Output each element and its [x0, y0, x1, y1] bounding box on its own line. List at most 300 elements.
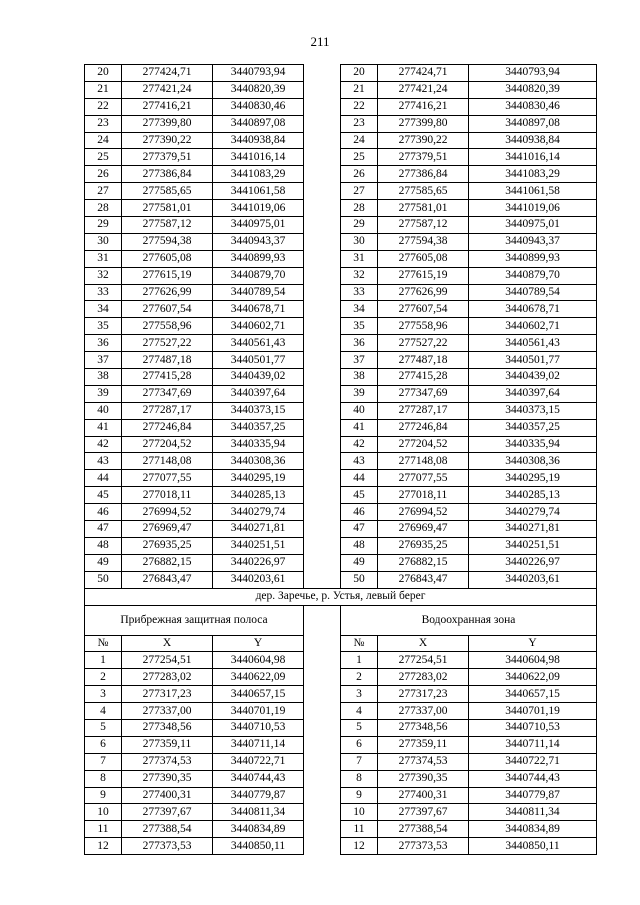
x-value-right: 276843,47	[378, 571, 469, 588]
table-gap	[304, 200, 341, 217]
y-value-left: 3440975,01	[213, 217, 304, 234]
y-value-right: 3440295,19	[469, 470, 597, 487]
y-value-right: 3440203,61	[469, 571, 597, 588]
y-value-left: 3440820,39	[213, 81, 304, 98]
table-gap	[304, 301, 341, 318]
y-value-left: 3440335,94	[213, 436, 304, 453]
y-value-right: 3440744,43	[469, 770, 597, 787]
x-value-left: 277373,53	[122, 838, 213, 855]
table-row	[85, 301, 597, 318]
y-value-right: 3440975,01	[469, 217, 597, 234]
table-row	[85, 183, 597, 200]
table-gap	[304, 521, 341, 538]
x-value-right: 277605,08	[378, 250, 469, 267]
point-number-left: 42	[85, 436, 122, 453]
x-value-right: 277390,35	[378, 770, 469, 787]
x-value-right: 277558,96	[378, 318, 469, 335]
table-gap	[304, 419, 341, 436]
y-value-right: 3440793,94	[469, 65, 597, 82]
y-value-left: 3440203,61	[213, 571, 304, 588]
x-value-left: 277317,23	[122, 686, 213, 703]
y-value-right: 3440251,51	[469, 537, 597, 554]
table-gap	[304, 719, 341, 736]
point-number-left: 43	[85, 453, 122, 470]
x-value-left: 277246,84	[122, 419, 213, 436]
column-header-row	[85, 635, 597, 652]
table-gap	[304, 335, 341, 352]
table-gap	[304, 183, 341, 200]
x-value-right: 277581,01	[378, 200, 469, 217]
y-value-right: 3441061,58	[469, 183, 597, 200]
table-gap	[304, 753, 341, 770]
y-value-right: 3440279,74	[469, 504, 597, 521]
right-zone-title: Водоохранная зона	[341, 605, 597, 635]
point-number-left: 4	[85, 703, 122, 720]
x-value-left: 276994,52	[122, 504, 213, 521]
x-value-left: 277386,84	[122, 166, 213, 183]
point-number-left: 5	[85, 719, 122, 736]
table-gap	[304, 686, 341, 703]
x-value-left: 276882,15	[122, 554, 213, 571]
x-value-right: 277607,54	[378, 301, 469, 318]
y-value-right: 3440501,77	[469, 352, 597, 369]
table-gap	[304, 504, 341, 521]
y-value-left: 3440710,53	[213, 719, 304, 736]
x-value-left: 277487,18	[122, 352, 213, 369]
point-number-right: 35	[341, 318, 378, 335]
x-value-right: 277287,17	[378, 402, 469, 419]
header-y-left: Y	[213, 635, 304, 652]
table-gap	[304, 284, 341, 301]
header-x-right: X	[378, 635, 469, 652]
y-value-right: 3440271,81	[469, 521, 597, 538]
y-value-right: 3440811,34	[469, 804, 597, 821]
y-value-right: 3440397,64	[469, 385, 597, 402]
y-value-left: 3440897,08	[213, 115, 304, 132]
x-value-left: 277587,12	[122, 217, 213, 234]
y-value-right: 3440850,11	[469, 838, 597, 855]
y-value-left: 3440744,43	[213, 770, 304, 787]
x-value-right: 277148,08	[378, 453, 469, 470]
table-gap	[304, 132, 341, 149]
table-gap	[304, 233, 341, 250]
table-row	[85, 804, 597, 821]
header-number-left: №	[85, 635, 122, 652]
table-row	[85, 504, 597, 521]
table-gap	[304, 115, 341, 132]
y-value-right: 3440622,09	[469, 669, 597, 686]
point-number-left: 41	[85, 419, 122, 436]
table-gap	[304, 571, 341, 588]
point-number-left: 49	[85, 554, 122, 571]
point-number-right: 42	[341, 436, 378, 453]
y-value-right: 3440285,13	[469, 487, 597, 504]
header-y-right: Y	[469, 635, 597, 652]
x-value-left: 277585,65	[122, 183, 213, 200]
table-row	[85, 787, 597, 804]
table-row	[85, 470, 597, 487]
x-value-left: 277348,56	[122, 719, 213, 736]
point-number-right: 30	[341, 233, 378, 250]
point-number-left: 47	[85, 521, 122, 538]
point-number-right: 25	[341, 149, 378, 166]
x-value-left: 277424,71	[122, 65, 213, 82]
table-row	[85, 719, 597, 736]
point-number-left: 20	[85, 65, 122, 82]
x-value-right: 277348,56	[378, 719, 469, 736]
x-value-right: 277283,02	[378, 669, 469, 686]
y-value-right: 3440226,97	[469, 554, 597, 571]
x-value-right: 277379,51	[378, 149, 469, 166]
y-value-left: 3440373,15	[213, 402, 304, 419]
table-gap	[304, 217, 341, 234]
y-value-right: 3440678,71	[469, 301, 597, 318]
table-gap	[304, 703, 341, 720]
table-gap	[304, 821, 341, 838]
x-value-right: 277424,71	[378, 65, 469, 82]
x-value-left: 276969,47	[122, 521, 213, 538]
point-number-right: 40	[341, 402, 378, 419]
y-value-left: 3440722,71	[213, 753, 304, 770]
table-row	[85, 65, 597, 82]
point-number-left: 48	[85, 537, 122, 554]
y-value-right: 3440373,15	[469, 402, 597, 419]
x-value-right: 277359,11	[378, 736, 469, 753]
x-value-right: 277347,69	[378, 385, 469, 402]
x-value-right: 277397,67	[378, 804, 469, 821]
table-row	[85, 821, 597, 838]
table-row	[85, 686, 597, 703]
table-gap	[304, 166, 341, 183]
y-value-left: 3440879,70	[213, 267, 304, 284]
x-value-left: 277421,24	[122, 81, 213, 98]
table-row	[85, 149, 597, 166]
table-row	[85, 115, 597, 132]
point-number-left: 8	[85, 770, 122, 787]
header-x-left: X	[122, 635, 213, 652]
point-number-right: 5	[341, 719, 378, 736]
x-value-left: 277388,54	[122, 821, 213, 838]
table-gap	[304, 669, 341, 686]
point-number-right: 34	[341, 301, 378, 318]
x-value-right: 276969,47	[378, 521, 469, 538]
point-number-left: 6	[85, 736, 122, 753]
x-value-left: 277390,35	[122, 770, 213, 787]
y-value-right: 3440439,02	[469, 369, 597, 386]
x-value-left: 277390,22	[122, 132, 213, 149]
point-number-left: 38	[85, 369, 122, 386]
table-row	[85, 436, 597, 453]
section-title-row	[85, 588, 597, 605]
x-value-left: 277594,38	[122, 233, 213, 250]
section-title: дер. Заречье, р. Устья, левый берег	[85, 588, 597, 605]
x-value-left: 277397,67	[122, 804, 213, 821]
x-value-left: 277527,22	[122, 335, 213, 352]
y-value-right: 3441016,14	[469, 149, 597, 166]
y-value-left: 3440602,71	[213, 318, 304, 335]
x-value-left: 276843,47	[122, 571, 213, 588]
table-row	[85, 487, 597, 504]
point-number-right: 10	[341, 804, 378, 821]
y-value-left: 3440439,02	[213, 369, 304, 386]
y-value-left: 3440622,09	[213, 669, 304, 686]
point-number-right: 20	[341, 65, 378, 82]
x-value-left: 277615,19	[122, 267, 213, 284]
point-number-left: 35	[85, 318, 122, 335]
table-gap	[304, 537, 341, 554]
point-number-left: 32	[85, 267, 122, 284]
x-value-right: 277487,18	[378, 352, 469, 369]
table-row	[85, 166, 597, 183]
point-number-right: 41	[341, 419, 378, 436]
table-row	[85, 369, 597, 386]
y-value-left: 3440943,37	[213, 233, 304, 250]
point-number-right: 48	[341, 537, 378, 554]
point-number-left: 1	[85, 652, 122, 669]
x-value-left: 277374,53	[122, 753, 213, 770]
table-row	[85, 385, 597, 402]
point-number-right: 12	[341, 838, 378, 855]
point-number-right: 33	[341, 284, 378, 301]
x-value-left: 277626,99	[122, 284, 213, 301]
x-value-left: 277204,52	[122, 436, 213, 453]
x-value-left: 276935,25	[122, 537, 213, 554]
table-gap	[304, 436, 341, 453]
y-value-right: 3440357,25	[469, 419, 597, 436]
table-row	[85, 81, 597, 98]
y-value-right: 3440657,15	[469, 686, 597, 703]
y-value-right: 3440308,36	[469, 453, 597, 470]
point-number-left: 33	[85, 284, 122, 301]
x-value-right: 277421,24	[378, 81, 469, 98]
x-value-left: 277399,80	[122, 115, 213, 132]
x-value-left: 277337,00	[122, 703, 213, 720]
x-value-right: 277018,11	[378, 487, 469, 504]
point-number-right: 45	[341, 487, 378, 504]
y-value-right: 3440830,46	[469, 98, 597, 115]
point-number-right: 49	[341, 554, 378, 571]
y-value-right: 3440943,37	[469, 233, 597, 250]
table-row	[85, 98, 597, 115]
y-value-left: 3440899,93	[213, 250, 304, 267]
table-row	[85, 132, 597, 149]
point-number-right: 22	[341, 98, 378, 115]
y-value-right: 3440897,08	[469, 115, 597, 132]
x-value-left: 277347,69	[122, 385, 213, 402]
point-number-right: 50	[341, 571, 378, 588]
table-row	[85, 453, 597, 470]
point-number-right: 47	[341, 521, 378, 538]
point-number-right: 43	[341, 453, 378, 470]
y-value-left: 3440251,51	[213, 537, 304, 554]
left-zone-title: Прибрежная защитная полоса	[85, 605, 304, 635]
x-value-right: 277415,28	[378, 369, 469, 386]
table-gap	[304, 770, 341, 787]
y-value-left: 3440271,81	[213, 521, 304, 538]
point-number-left: 50	[85, 571, 122, 588]
x-value-right: 277594,38	[378, 233, 469, 250]
point-number-right: 23	[341, 115, 378, 132]
point-number-left: 26	[85, 166, 122, 183]
table-gap	[304, 267, 341, 284]
y-value-right: 3441083,29	[469, 166, 597, 183]
table-row	[85, 554, 597, 571]
point-number-left: 39	[85, 385, 122, 402]
y-value-right: 3440779,87	[469, 787, 597, 804]
table-row	[85, 753, 597, 770]
point-number-left: 12	[85, 838, 122, 855]
x-value-left: 277283,02	[122, 669, 213, 686]
y-value-left: 3440834,89	[213, 821, 304, 838]
y-value-right: 3440789,54	[469, 284, 597, 301]
point-number-left: 30	[85, 233, 122, 250]
point-number-right: 38	[341, 369, 378, 386]
y-value-left: 3440789,54	[213, 284, 304, 301]
x-value-left: 277379,51	[122, 149, 213, 166]
point-number-right: 44	[341, 470, 378, 487]
point-number-right: 29	[341, 217, 378, 234]
point-number-left: 27	[85, 183, 122, 200]
x-value-right: 277399,80	[378, 115, 469, 132]
table-gap	[304, 470, 341, 487]
x-value-right: 277373,53	[378, 838, 469, 855]
x-value-left: 277400,31	[122, 787, 213, 804]
y-value-left: 3440711,14	[213, 736, 304, 753]
x-value-left: 277359,11	[122, 736, 213, 753]
point-number-right: 24	[341, 132, 378, 149]
point-number-left: 40	[85, 402, 122, 419]
y-value-right: 3440710,53	[469, 719, 597, 736]
x-value-right: 277416,21	[378, 98, 469, 115]
table-row	[85, 419, 597, 436]
point-number-right: 7	[341, 753, 378, 770]
table-row	[85, 571, 597, 588]
table-row	[85, 335, 597, 352]
y-value-right: 3440701,19	[469, 703, 597, 720]
point-number-left: 11	[85, 821, 122, 838]
table-gap	[304, 149, 341, 166]
point-number-right: 26	[341, 166, 378, 183]
point-number-left: 9	[85, 787, 122, 804]
table-gap	[304, 352, 341, 369]
x-value-left: 277558,96	[122, 318, 213, 335]
point-number-right: 39	[341, 385, 378, 402]
x-value-left: 277416,21	[122, 98, 213, 115]
table-row	[85, 233, 597, 250]
coordinates-table	[84, 64, 597, 855]
x-value-right: 277374,53	[378, 753, 469, 770]
point-number-left: 46	[85, 504, 122, 521]
table-gap	[304, 98, 341, 115]
y-value-left: 3440357,25	[213, 419, 304, 436]
x-value-left: 277287,17	[122, 402, 213, 419]
point-number-right: 36	[341, 335, 378, 352]
y-value-right: 3440335,94	[469, 436, 597, 453]
y-value-left: 3440830,46	[213, 98, 304, 115]
point-number-left: 29	[85, 217, 122, 234]
point-number-left: 45	[85, 487, 122, 504]
table-gap	[304, 605, 341, 635]
table-row	[85, 402, 597, 419]
x-value-right: 277386,84	[378, 166, 469, 183]
x-value-right: 277587,12	[378, 217, 469, 234]
y-value-right: 3440722,71	[469, 753, 597, 770]
table-gap	[304, 736, 341, 753]
table-gap	[304, 65, 341, 82]
x-value-right: 277388,54	[378, 821, 469, 838]
y-value-left: 3440938,84	[213, 132, 304, 149]
table-row	[85, 537, 597, 554]
y-value-left: 3440811,34	[213, 804, 304, 821]
header-number-right: №	[341, 635, 378, 652]
point-number-left: 28	[85, 200, 122, 217]
y-value-left: 3440779,87	[213, 787, 304, 804]
x-value-right: 276994,52	[378, 504, 469, 521]
point-number-left: 23	[85, 115, 122, 132]
y-value-left: 3440850,11	[213, 838, 304, 855]
table-gap	[304, 804, 341, 821]
x-value-right: 277390,22	[378, 132, 469, 149]
x-value-right: 277077,55	[378, 470, 469, 487]
table-row	[85, 217, 597, 234]
table-row	[85, 521, 597, 538]
point-number-left: 21	[85, 81, 122, 98]
table-gap	[304, 787, 341, 804]
table-row	[85, 736, 597, 753]
y-value-right: 3440602,71	[469, 318, 597, 335]
table-row	[85, 669, 597, 686]
point-number-right: 32	[341, 267, 378, 284]
point-number-left: 34	[85, 301, 122, 318]
point-number-right: 11	[341, 821, 378, 838]
y-value-right: 3440711,14	[469, 736, 597, 753]
table-gap	[304, 369, 341, 386]
table-gap	[304, 402, 341, 419]
table-gap	[304, 838, 341, 855]
x-value-right: 277400,31	[378, 787, 469, 804]
x-value-right: 276882,15	[378, 554, 469, 571]
table-row	[85, 770, 597, 787]
table-row	[85, 652, 597, 669]
table-gap	[304, 318, 341, 335]
y-value-left: 3440678,71	[213, 301, 304, 318]
x-value-right: 277204,52	[378, 436, 469, 453]
point-number-left: 3	[85, 686, 122, 703]
y-value-left: 3440397,64	[213, 385, 304, 402]
y-value-right: 3440899,93	[469, 250, 597, 267]
point-number-right: 3	[341, 686, 378, 703]
x-value-right: 277626,99	[378, 284, 469, 301]
table-row	[85, 703, 597, 720]
x-value-left: 277148,08	[122, 453, 213, 470]
point-number-right: 9	[341, 787, 378, 804]
y-value-left: 3440501,77	[213, 352, 304, 369]
table-row	[85, 250, 597, 267]
table-row	[85, 838, 597, 855]
point-number-left: 10	[85, 804, 122, 821]
x-value-left: 277607,54	[122, 301, 213, 318]
x-value-right: 277585,65	[378, 183, 469, 200]
x-value-right: 276935,25	[378, 537, 469, 554]
point-number-right: 46	[341, 504, 378, 521]
point-number-right: 27	[341, 183, 378, 200]
y-value-right: 3440820,39	[469, 81, 597, 98]
point-number-left: 37	[85, 352, 122, 369]
y-value-right: 3440604,98	[469, 652, 597, 669]
y-value-left: 3440604,98	[213, 652, 304, 669]
point-number-right: 28	[341, 200, 378, 217]
y-value-left: 3440295,19	[213, 470, 304, 487]
